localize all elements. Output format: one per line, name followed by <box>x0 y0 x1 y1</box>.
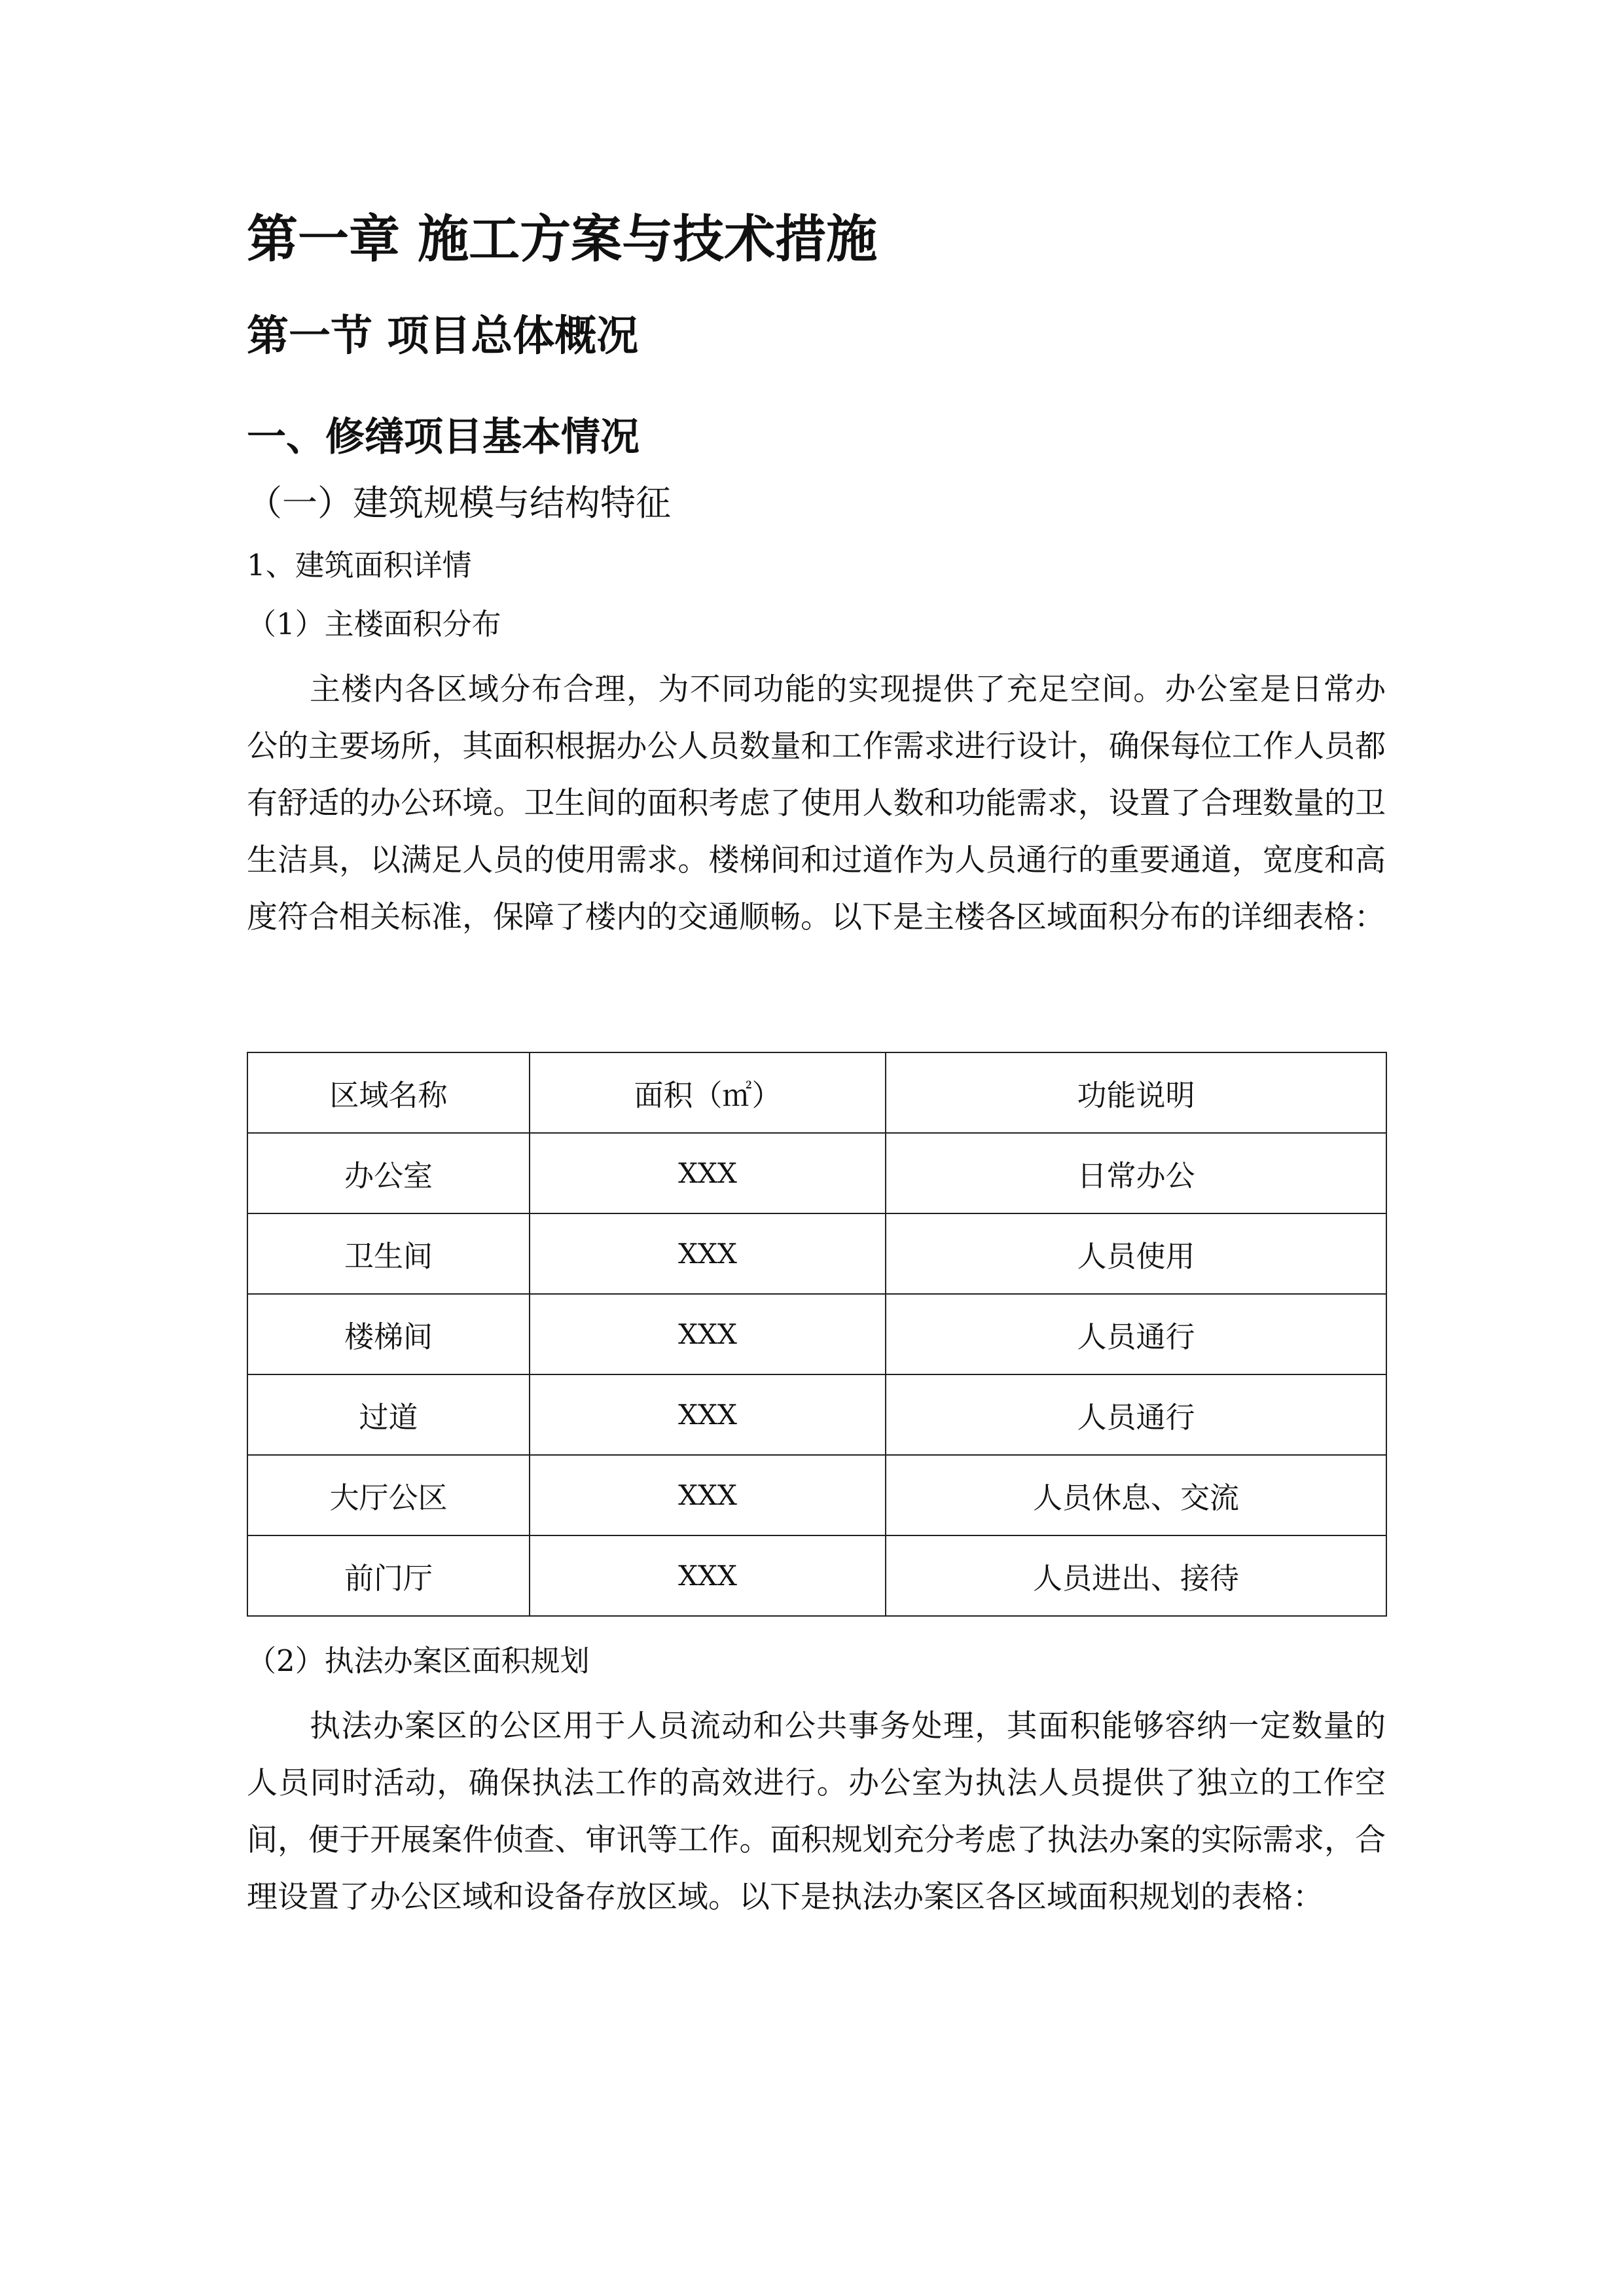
cell-area-name: 大厅公区 <box>247 1455 530 1535</box>
section-title: 第一节 项目总体概况 <box>247 312 639 361</box>
header-function: 功能说明 <box>886 1052 1386 1133</box>
header-area-name: 区域名称 <box>247 1052 530 1133</box>
heading-building-scale: （一）建筑规模与结构特征 <box>247 482 671 524</box>
table-row <box>247 1455 1386 1535</box>
chapter-title: 第一章 施工方案与技术措施 <box>247 210 878 269</box>
cell-area-name: 办公室 <box>247 1133 530 1213</box>
heading-area-details: 1、建筑面积详情 <box>247 548 472 583</box>
table-row <box>247 1133 1386 1213</box>
area-distribution-table <box>247 1052 1387 1617</box>
cell-function: 日常办公 <box>886 1133 1386 1213</box>
cell-area-size: XXX <box>530 1374 886 1455</box>
table-row <box>247 1294 1386 1374</box>
table-header-row <box>247 1052 1386 1133</box>
paragraph-main-building: 主楼内各区域分布合理，为不同功能的实现提供了充足空间。办公室是日常办公的主要场所，其面积根据办公人员数量和工作需求进行设计，确保每位工作人员都有舒适的办公环境。卫生间的面积考虑了使用人数和功能需求，设置了合理数量的卫生洁具，以满足人员的使用需求。楼梯间和过道作为人员通行的重要通道，宽度和高度符合相关标准，保障了楼内的交通顺畅。以下是主楼各区域面积分布的详细表格： <box>247 672 1386 935</box>
cell-area-name: 过道 <box>247 1374 530 1455</box>
cell-area-name: 前门厅 <box>247 1535 530 1616</box>
table-row <box>247 1374 1386 1455</box>
cell-area-size: XXX <box>530 1455 886 1535</box>
cell-area-size: XXX <box>530 1294 886 1374</box>
cell-area-size: XXX <box>530 1133 886 1213</box>
cell-area-name: 楼梯间 <box>247 1294 530 1374</box>
cell-function: 人员休息、交流 <box>886 1455 1386 1535</box>
subsection-title: 一、修缮项目基本情况 <box>247 414 640 460</box>
table-row <box>247 1213 1386 1294</box>
table-row <box>247 1535 1386 1616</box>
cell-function: 人员通行 <box>886 1294 1386 1374</box>
cell-function: 人员通行 <box>886 1374 1386 1455</box>
header-area-size: 面积（㎡） <box>530 1052 886 1133</box>
cell-function: 人员进出、接待 <box>886 1535 1386 1616</box>
cell-area-size: XXX <box>530 1213 886 1294</box>
cell-area-name: 卫生间 <box>247 1213 530 1294</box>
heading-enforcement-area: （2）执法办案区面积规划 <box>247 1643 590 1678</box>
cell-area-size: XXX <box>530 1535 886 1616</box>
heading-main-building-area: （1）主楼面积分布 <box>247 607 501 641</box>
paragraph-enforcement-area: 执法办案区的公区用于人员流动和公共事务处理，其面积能够容纳一定数量的人员同时活动，确保执法工作的高效进行。办公室为执法人员提供了独立的工作空间，便于开展案件侦查、审讯等工作。面积规划充分考虑了执法办案的实际需求，合理设置了办公区域和设备存放区域。以下是执法办案区各区域面积规划的表格： <box>247 1708 1386 1915</box>
cell-function: 人员使用 <box>886 1213 1386 1294</box>
